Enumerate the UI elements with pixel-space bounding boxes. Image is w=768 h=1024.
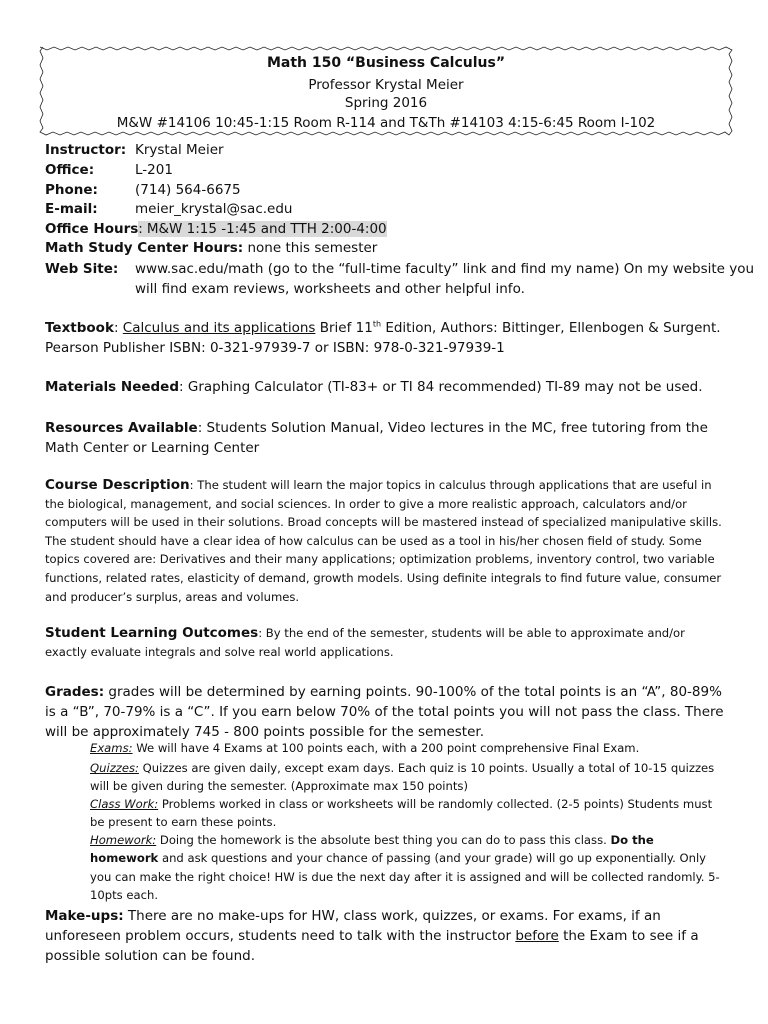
web-site-line1[interactable]: www.sac.edu/math (go to the “full-time faculty” link and find my name) On my website you bbox=[135, 261, 755, 277]
grades-exams: Exams: We will have 4 Exams at 100 points each, with a 200 point comprehensive Final Exam. bbox=[90, 741, 640, 755]
study-center-hours: Math Study Center Hours: none this semester bbox=[45, 240, 378, 256]
email-value[interactable]: meier_krystal@sac.edu bbox=[135, 201, 293, 217]
email-label: E-mail: bbox=[45, 201, 98, 217]
grades-section: Grades: grades will be determined by earning points. 90-100% of the total points is an “A”, 80-89% is a “B”, 70-79% is a “C”. If you earn below 70% of the total points you will not pass the class. There will be approximately 745 - 800 points possible for the semester. bbox=[45, 684, 724, 740]
phone-value: (714) 564-6675 bbox=[135, 182, 241, 198]
professor-line: Professor Krystal Meier bbox=[308, 77, 464, 93]
term-line: Spring 2016 bbox=[344, 95, 428, 111]
resources-section: Resources Available: Students Solution Manual, Video lectures in the MC, free tutoring from the Math Center or Learning Center bbox=[45, 420, 708, 456]
learning-outcomes-section: Student Learning Outcomes: By the end of the semester, students will be able to approximate and/or exactly evaluate integrals and solve real world applications. bbox=[45, 625, 685, 659]
grades-homework: Homework: Doing the homework is the absolute best thing you can do to pass this class. Do the homework and ask questions and your chance of passing (and your grade) will go up exponentially. Only you can make the right choice! HW is due the next day after it is assigned and will be collected randomly. 5-10pts each. bbox=[90, 833, 720, 902]
web-site-line2: will find exam reviews, worksheets and other helpful info. bbox=[135, 281, 525, 297]
grades-class-work: Class Work: Problems worked in class or worksheets will be randomly collected. (2-5 points) Students must be present to earn these points. bbox=[90, 797, 713, 830]
makeups-section: Make-ups: There are no make-ups for HW, class work, quizzes, or exams. For exams, if an unforeseen problem occurs, students need to talk with the instructor before the Exam to see if a possible solution can be found. bbox=[45, 908, 699, 964]
instructor-label: Instructor: bbox=[45, 142, 127, 158]
office-value: L-201 bbox=[135, 162, 173, 178]
instructor-value: Krystal Meier bbox=[135, 142, 224, 158]
web-site-label: Web Site: bbox=[45, 261, 119, 277]
textbook-section: Textbook: Calculus and its applications Brief 11th Edition, Authors: Bittinger, Ellenbogen & Surgent. Pearson Publisher ISBN: 0-321-97939-7 or ISBN: 978-0-321-97939-1 bbox=[45, 319, 721, 356]
header-box bbox=[38, 44, 734, 138]
grades-quizzes: Quizzes: Quizzes are given daily, except exam days. Each quiz is 10 points. Usually a total of 10-15 quizzes will be given during the semester. (Approximate max 150 points) bbox=[90, 761, 715, 794]
phone-label: Phone: bbox=[45, 182, 98, 198]
office-label: Office: bbox=[45, 162, 95, 178]
course-title: Math 150 “Business Calculus” bbox=[266, 55, 506, 71]
textbook-title: Calculus and its applications bbox=[122, 320, 316, 336]
office-hours-value: M&W 1:15 -1:45 and TTH 2:00-4:00 bbox=[143, 221, 387, 237]
course-description-section: Course Description: The student will learn the major topics in calculus through applications that are useful in the biological, management, and social sciences. In order to give a more realistic approach, calculators and/or computers will be used in their solutions. Broad concepts will be mastered instead of specialized manipulative skills. The student should have a clear idea of how calculus can be used as a tool in his/her chosen field of study. Some topics covered are: Derivatives and their many applications; optimization problems, inventory control, two variable functions, related rates, elasticity of demand, growth models. Using definite integrals to find future value, consumer and producer’s surplus, areas and volumes. bbox=[45, 477, 722, 604]
office-hours-label: Office Hours bbox=[45, 221, 139, 237]
materials-section: Materials Needed: Graphing Calculator (TI-83+ or TI 84 recommended) TI-89 may not be used. bbox=[45, 379, 703, 395]
office-hours: Office Hours: M&W 1:15 -1:45 and TTH 2:00-4:00 bbox=[45, 221, 387, 237]
sections-line: M&W #14106 10:45-1:15 Room R-114 and T&Th #14103 4:15-6:45 Room I-102 bbox=[116, 115, 656, 131]
